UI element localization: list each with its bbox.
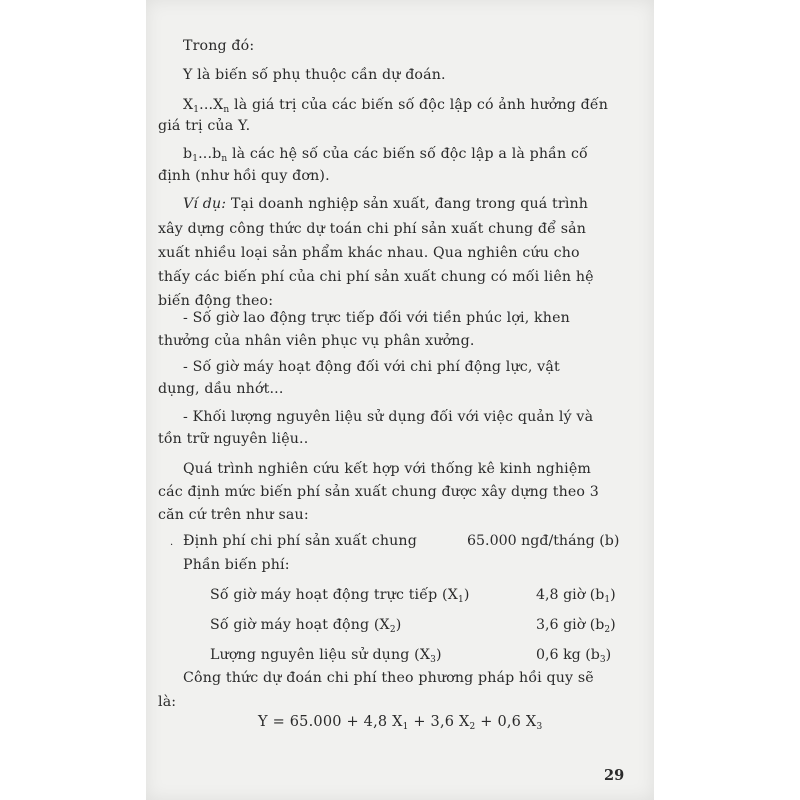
text-line: Ví dụ: Tại doanh nghiệp sản xuất, đang trong quá trình <box>183 196 589 212</box>
fixed-cost-label: Định phí chi phí sản xuất chung <box>183 533 417 549</box>
text-line: Phần biến phí: <box>183 557 290 573</box>
text-line: giá trị của Y. <box>158 118 251 134</box>
text-line: các định mức biến phí sản xuất chung được xây dựng theo 3 <box>158 484 599 500</box>
variable-label: Số giờ máy hoạt động trực tiếp $(X_1)$ <box>210 587 470 605</box>
text-line: Y là biến số phụ thuộc cần dự đoán. <box>183 67 446 83</box>
page-number: 29 <box>604 767 625 784</box>
text-line: Quá trình nghiên cứu kết hợp với thống kê kinh nghiệm <box>183 461 591 477</box>
text-line: - Số giờ lao động trực tiếp đối với tiền phúc lợi, khen <box>183 310 570 326</box>
text-line: - Khối lượng nguyên liệu sử dụng đối với việc quản lý và <box>183 409 594 425</box>
fixed-cost-value: 65.000 ngđ/tháng (b) <box>467 533 620 549</box>
text-line: là: <box>158 694 177 710</box>
variable-value: 0,6 kg $(b_3)$ <box>536 647 612 665</box>
text-line: tồn trữ nguyên liệu.. <box>158 431 309 447</box>
text-line: - Số giờ máy hoạt động đối với chi phí động lực, vật <box>183 359 560 375</box>
text-line: căn cứ trên như sau: <box>158 507 309 523</box>
regression-formula: Y = 65.000 + 4,8 $X_1 + 3,6$ $X_2 + 0,6$ $X_3$ <box>258 714 543 732</box>
text-line: dụng, dầu nhớt... <box>158 381 284 397</box>
text-line: thưởng của nhân viên phục vụ phân xưởng. <box>158 333 475 349</box>
text-line: xây dựng công thức dự toán chi phí sản xuất chung để sản <box>158 221 587 237</box>
text-line: xuất nhiều loại sản phẩm khác nhau. Qua nghiên cứu cho <box>158 245 580 261</box>
variable-value: 3,6 giờ $(b_2)$ <box>536 617 616 635</box>
variable-label: Lượng nguyên liệu sử dụng $(X_3)$ <box>210 647 442 665</box>
variable-label: Số giờ máy hoạt động $(X_2)$ <box>210 617 402 635</box>
text-line: thấy các biến phí của chi phí sản xuất chung có mối liên hệ <box>158 269 594 285</box>
variable-value: 4,8 giờ $(b_1)$ <box>536 587 616 605</box>
text-line: $X_1...X_n$ là giá trị của các biến số độc lập có ảnh hưởng đến <box>183 97 609 115</box>
text-line: Trong đó: <box>183 38 255 54</box>
text-line: $b_1...b_n$ là các hệ số của các biến số độc lập a là phần cố <box>183 146 588 164</box>
text-line: định (như hồi quy đơn). <box>158 168 330 184</box>
text-line: Công thức dự đoán chi phí theo phương pháp hồi quy sẽ <box>183 670 594 686</box>
bullet-dot: · <box>170 540 174 551</box>
text-line: biến động theo: <box>158 293 274 309</box>
